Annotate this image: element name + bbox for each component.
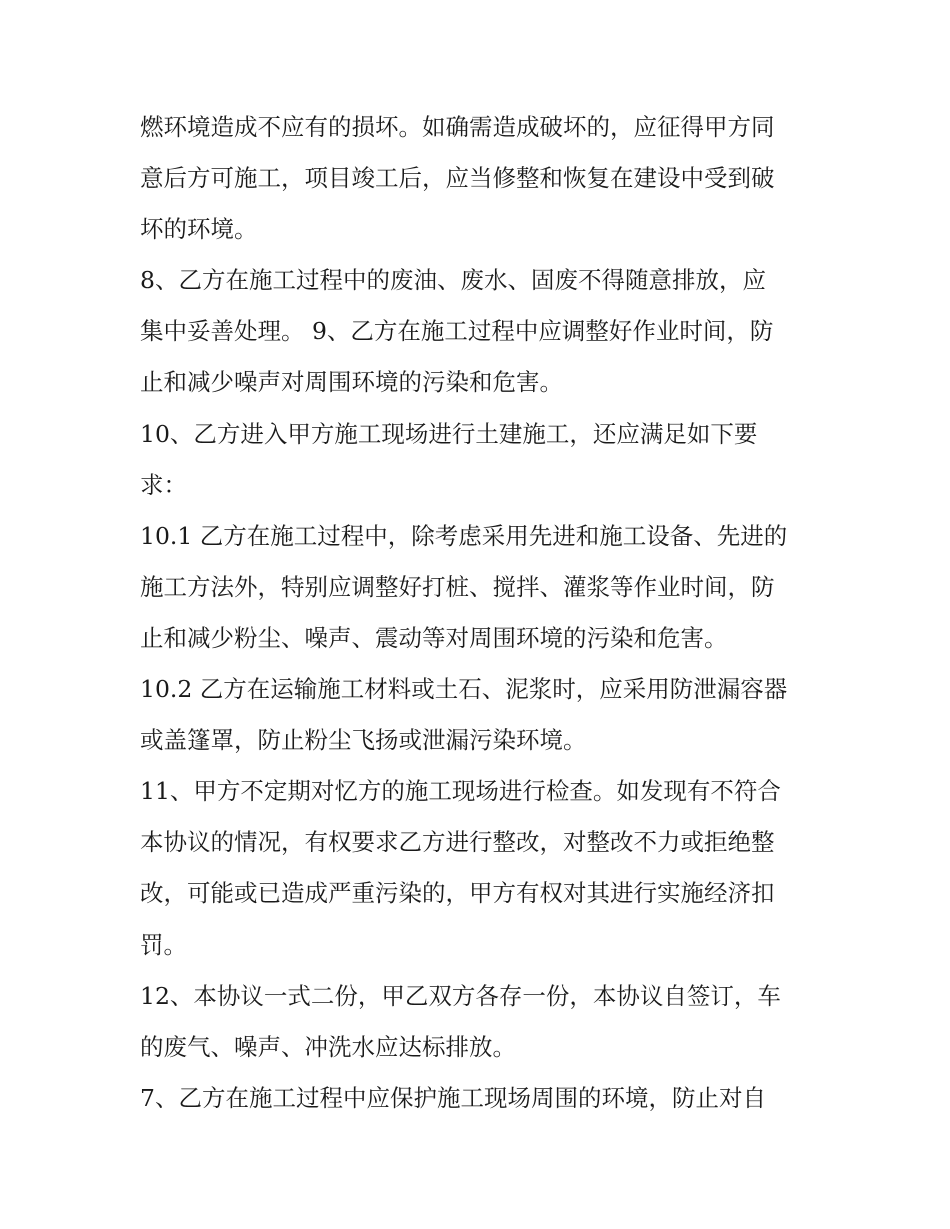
paragraph-clause-11 (140, 766, 830, 970)
text-line: 求： (140, 470, 187, 499)
text-line: 意后方可施工，项目竣工后，应当修整和恢复在建设中受到破 (140, 164, 775, 193)
paragraph-clause-10-2 (140, 664, 830, 766)
text-line: 7、乙方在施工过程中应保护施工现场周围的环境，防止对自 (140, 1083, 766, 1112)
text-line: 或盖篷罩，防止粉尘飞扬或泄漏污染环境。 (140, 726, 587, 755)
paragraph-clause-12 (140, 971, 830, 1073)
text-line: 止和减少噪声对周围环境的污染和危害。 (140, 368, 563, 397)
text-line: 止和减少粉尘、噪声、震动等对周围环境的污染和危害。 (140, 623, 728, 652)
text-line: 罚。 (140, 930, 187, 959)
text-line: 8、乙方在施工过程中的废油、废水、固废不得随意排放，应 (140, 266, 766, 295)
text-line: 10、乙方进入甲方施工现场进行土建施工，还应满足如下要 (140, 419, 758, 448)
paragraph-clause-10 (140, 409, 830, 511)
paragraph-clause-7 (140, 1073, 830, 1124)
text-line: 本协议的情况，有权要求乙方进行整改，对整改不力或拒绝整 (140, 828, 775, 857)
text-line: 集中妥善处理。 9、乙方在施工过程中应调整好作业时间，防 (140, 317, 774, 346)
document-body (140, 102, 830, 1124)
text-line: 10.2 乙方在运输施工材料或土石、泥浆时，应采用防泄漏容器 (140, 675, 788, 704)
text-line: 12、本协议一式二份，甲乙双方各存一份，本协议自签订，车 (140, 981, 781, 1010)
paragraph-environment-damage (140, 102, 830, 255)
paragraph-clause-8 (140, 255, 830, 408)
text-line: 坏的环境。 (140, 215, 258, 244)
text-line: 改，可能或已造成严重污染的，甲方有权对其进行实施经济扣 (140, 879, 775, 908)
text-line: 施工方法外，特别应调整好打桩、搅拌、灌浆等作业时间，防 (140, 572, 775, 601)
text-line: 11、甲方不定期对忆方的施工现场进行检查。如发现有不符合 (140, 777, 781, 806)
text-line: 的废气、噪声、冲洗水应达标排放。 (140, 1032, 516, 1061)
text-line: 燃环境造成不应有的损坏。如确需造成破坏的，应征得甲方同 (140, 113, 775, 141)
paragraph-clause-10-1 (140, 511, 830, 664)
text-line: 10.1 乙方在施工过程中，除考虑采用先进和施工设备、先进的 (140, 521, 788, 550)
